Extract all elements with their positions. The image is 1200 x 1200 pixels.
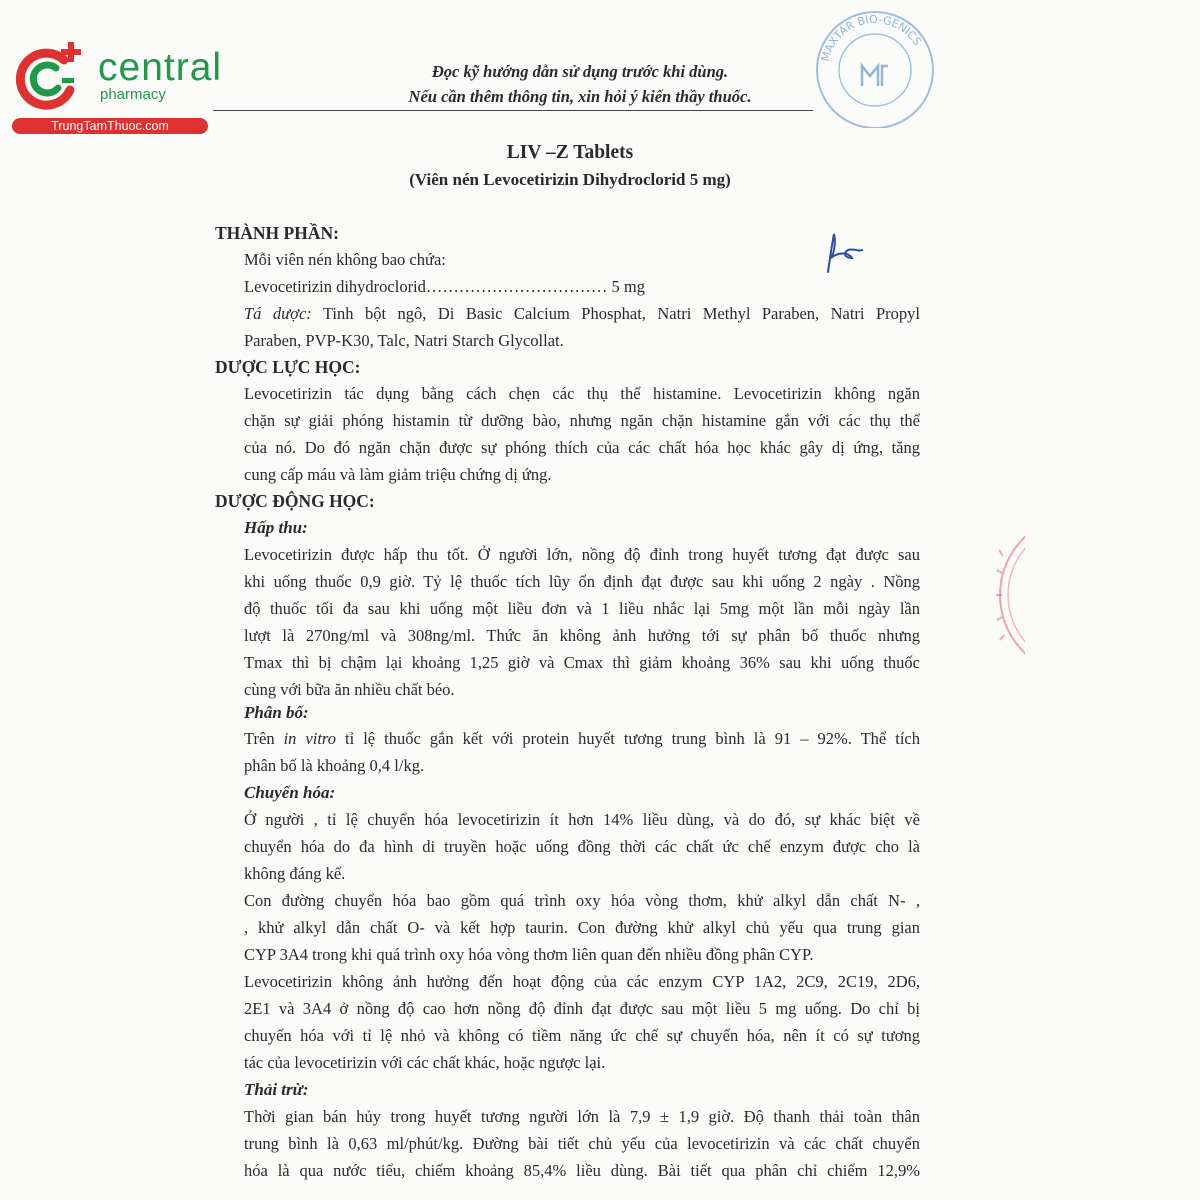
thanh-phan-line-3 (244, 304, 920, 324)
phan-bo-line-2: phân bố là khoảng 0,4 l/kg. (244, 756, 425, 775)
chuyen-hoa-line-6: CYP 3A4 trong khi quá trình oxy hóa vòng thơm liên quan đến nhiều đồng phân CYP. (244, 945, 814, 964)
heading-thanh-phan: THÀNH PHẦN: (215, 223, 339, 243)
hap-thu-line-2: khi uống thuốc 0,9 giờ. Tỷ lệ thuốc tích lũy ổn định đạt được sau khi uống 2 ngày . Nồng (244, 572, 920, 591)
logo-sub-text: pharmacy (100, 86, 166, 103)
hap-thu-line-3: độ thuốc tối đa sau khi uống một liều đơn và 1 liều nhắc lại 5mg một lần mỗi ngày lần (244, 599, 920, 618)
heading-duoc-dong-hoc: DƯỢC ĐỘNG HỌC: (215, 491, 375, 511)
phan-bo-in-vitro: in vitro (283, 729, 336, 748)
hap-thu-line-6: cùng với bữa ăn nhiều chất béo. (244, 680, 455, 699)
ta-duoc-label: Tá dược: (244, 304, 312, 323)
hap-thu-line-4: lượt là 270ng/ml và 308ng/ml. Thức ăn không ảnh hưởng tới sự phân bố thuốc nhưng (244, 626, 920, 645)
thai-tru-line-2: trung bình là 0,63 ml/phút/kg. Đường bài tiết chủ yếu của levocetirizin và các chất chuyển (244, 1134, 920, 1153)
doc-title: LIV –Z Tablets (506, 142, 634, 163)
chuyen-hoa-line-9: chuyển hóa với tỉ lệ nhỏ và không có tiềm năng ức chế sự chuyển hóa, nên ít có sự tương (244, 1026, 920, 1045)
hap-thu-line-1: Levocetirizin được hấp thu tốt. Ở người lớn, nồng độ đỉnh trong huyết tương đạt được sau (244, 545, 920, 564)
seal-text: MAXTAR BIO-GENICS (818, 12, 924, 63)
chuyen-hoa-line-10: tác của levocetirizin với các chất khác, hoặc ngược lại. (244, 1053, 606, 1072)
phan-bo-line-1 (244, 729, 920, 749)
central-pharmacy-logo-icon (12, 38, 92, 118)
heading-duoc-luc-hoc: DƯỢC LỰC HỌC: (215, 357, 361, 377)
chuyen-hoa-line-5: , khử alkyl dẫn chất O- và kết hợp taurin. Con đường khử alkyl chủ yếu qua trung gian (244, 918, 920, 937)
duoc-luc-hoc-line-2: chặn sự giải phóng histamin từ dưỡng bào, nhưng ngăn chặn histamine gắn với các thụ thể (244, 411, 920, 430)
thanh-phan-line-4: Paraben, PVP-K30, Talc, Natri Starch Glycollat. (244, 331, 564, 350)
header-divider (213, 110, 813, 111)
company-seal-stamp (810, 8, 940, 128)
subheading-chuyen-hoa: Chuyển hóa: (244, 783, 336, 802)
chuyen-hoa-line-7: Levocetirizin không ảnh hưởng đến hoạt động của các enzym CYP 1A2, 2C9, 2C19, 2D6, (244, 972, 920, 991)
notice-line-2: Nếu cần thêm thông tin, xin hỏi ý kiến thầy thuốc. (408, 87, 752, 106)
notice-line-1: Đọc kỹ hướng dẫn sử dụng trước khi dùng. (431, 62, 729, 81)
chuyen-hoa-line-1: Ở người , tỉ lệ chuyển hóa levocetirizin ít hơn 14% liều dùng, và do đó, sự khác biệt về (244, 810, 920, 829)
thai-tru-line-3: hóa là qua nước tiểu, chiếm khoảng 85,4% liều dùng. Bài tiết qua phân chỉ chiếm 12,9% (244, 1161, 920, 1180)
duoc-luc-hoc-line-1: Levocetirizin tác dụng bằng cách chẹn các thụ thể histamine. Levocetirizin không ngăn (244, 384, 920, 403)
doc-subtitle: (Viên nén Levocetirizin Dihydroclorid 5 mg) (409, 170, 731, 189)
red-stamp-edge (985, 510, 1025, 680)
chuyen-hoa-line-2: chuyển hóa do đa hình di truyền hoặc uống đồng thời các chất ức chế enzym được cho là (244, 837, 920, 856)
thai-tru-line-1: Thời gian bán hủy trong huyết tương người lớn là 7,9 ± 1,9 giờ. Độ thanh thải toàn thân (244, 1107, 920, 1126)
chuyen-hoa-line-4: Con đường chuyển hóa bao gồm quá trình oxy hóa vòng thơm, khử alkyl dẫn chất N- , (244, 891, 920, 910)
ta-duoc-text: Tinh bột ngô, Di Basic Calcium Phosphat, Natri Methyl Paraben, Natri Propyl (311, 304, 920, 323)
logo-site-text: TrungTamThuoc.com (12, 118, 208, 134)
subheading-phan-bo: Phân bố: (244, 703, 309, 722)
thanh-phan-line-2: Levocetirizin dihydroclorid…………………………… 5 mg (244, 277, 645, 296)
chuyen-hoa-line-3: không đáng kể. (244, 864, 346, 883)
thanh-phan-line-1: Mỗi viên nén không bao chứa: (244, 250, 446, 269)
chuyen-hoa-line-8: 2E1 và 3A4 ở nồng độ cao hơn nồng độ đỉnh đạt được sau một liều 5 mg uống. Do chỉ bị (244, 999, 920, 1018)
duoc-luc-hoc-line-4: cung cấp máu và làm giảm triệu chứng dị ứng. (244, 465, 552, 484)
hap-thu-line-5: Tmax thì bị chậm lại khoảng 1,25 giờ và Cmax thì giảm khoảng 36% sau khi uống thuốc (244, 653, 920, 672)
logo-brand-text: central (98, 46, 223, 89)
central-pharmacy-logo (12, 38, 223, 138)
phan-bo-text-c: tỉ lệ thuốc gắn kết với protein huyết tương trung bình là 91 – 92%. Thể tích (336, 729, 920, 748)
duoc-luc-hoc-line-3: của nó. Do đó ngăn chặn được sự phóng thích của các chất hóa học khác gây dị ứng, tăng (244, 438, 920, 457)
subheading-thai-tru: Thải trừ: (244, 1080, 309, 1099)
phan-bo-text-a: Trên (244, 729, 284, 748)
subheading-hap-thu: Hấp thu: (244, 518, 308, 537)
